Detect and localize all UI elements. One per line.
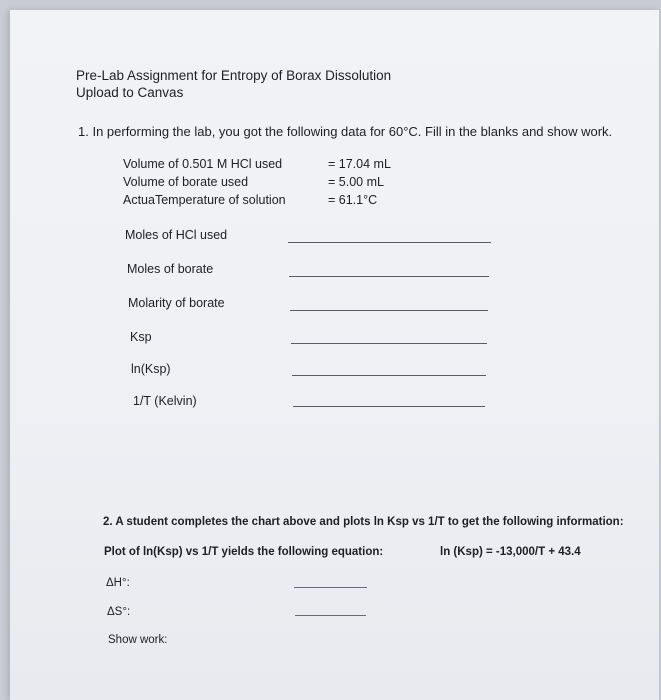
answer-line-ksp[interactable] bbox=[291, 343, 487, 344]
answer-line-enthalpy[interactable] bbox=[294, 587, 367, 588]
answer-line-inverse-temperature[interactable] bbox=[293, 406, 485, 407]
answer-line-moles-hcl[interactable] bbox=[288, 242, 491, 243]
worksheet-page bbox=[10, 10, 659, 700]
given-value-temperature: = 61.1°C bbox=[328, 193, 378, 207]
answer-line-molarity-borate[interactable] bbox=[290, 310, 488, 311]
show-work-label: Show work: bbox=[108, 634, 168, 646]
given-label-temperature: ActuaTemperature of solution bbox=[123, 193, 286, 207]
blank-label-moles-borate: Moles of borate bbox=[127, 262, 214, 276]
blank-label-ksp: Ksp bbox=[130, 330, 152, 344]
entropy-label: ΔS°: bbox=[107, 606, 131, 618]
answer-line-ln-ksp[interactable] bbox=[292, 375, 486, 376]
enthalpy-label: ΔH°: bbox=[106, 577, 130, 589]
answer-line-moles-borate[interactable] bbox=[289, 276, 489, 277]
assignment-subtitle: Upload to Canvas bbox=[76, 85, 184, 100]
blank-label-inverse-temperature: 1/T (Kelvin) bbox=[133, 394, 197, 408]
blank-label-molarity-borate: Molarity of borate bbox=[128, 296, 225, 310]
blank-label-moles-hcl: Moles of HCl used bbox=[125, 228, 228, 242]
answer-line-entropy[interactable] bbox=[295, 615, 366, 616]
given-label-borate-volume: Volume of borate used bbox=[123, 175, 249, 189]
assignment-title: Pre-Lab Assignment for Entropy of Borax Dissolution bbox=[76, 68, 392, 83]
given-value-borate-volume: = 5.00 mL bbox=[328, 175, 384, 189]
blank-label-ln-ksp: ln(Ksp) bbox=[131, 362, 171, 376]
question-2-prompt: 2. A student completes the chart above and plots ln Ksp vs 1/T to get the following information: bbox=[103, 516, 624, 528]
ksp-equation: ln (Ksp) = -13,000/T + 43.4 bbox=[440, 546, 581, 558]
given-label-hcl-volume: Volume of 0.501 M HCl used bbox=[123, 157, 283, 171]
given-value-hcl-volume: = 17.04 mL bbox=[328, 157, 391, 171]
question-1-prompt: 1. In performing the lab, you got the following data for 60°C. Fill in the blanks and show work. bbox=[78, 124, 613, 139]
plot-equation-label: Plot of ln(Ksp) vs 1/T yields the following equation: bbox=[104, 546, 384, 558]
